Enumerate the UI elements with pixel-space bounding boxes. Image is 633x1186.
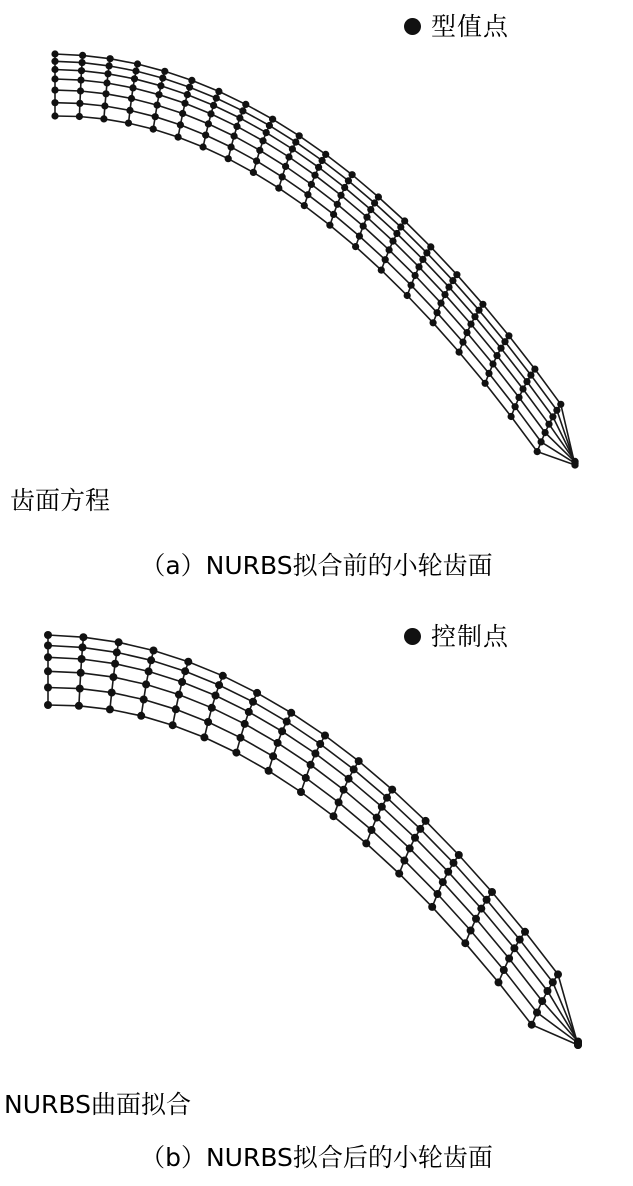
caption-figure-a: （a）NURBS拟合前的小轮齿面 — [140, 551, 493, 580]
legend-label: 控制点 — [431, 622, 510, 651]
caption-figure-b: （b）NURBS拟合后的小轮齿面 — [140, 1143, 493, 1172]
annotation-tooth-surface-equation: 齿面方程 — [10, 486, 111, 515]
legend-label: 型值点 — [431, 12, 510, 41]
figure-b — [0, 600, 633, 1186]
annotation-nurbs-surface-fitting: NURBS曲面拟合 — [4, 1090, 191, 1119]
